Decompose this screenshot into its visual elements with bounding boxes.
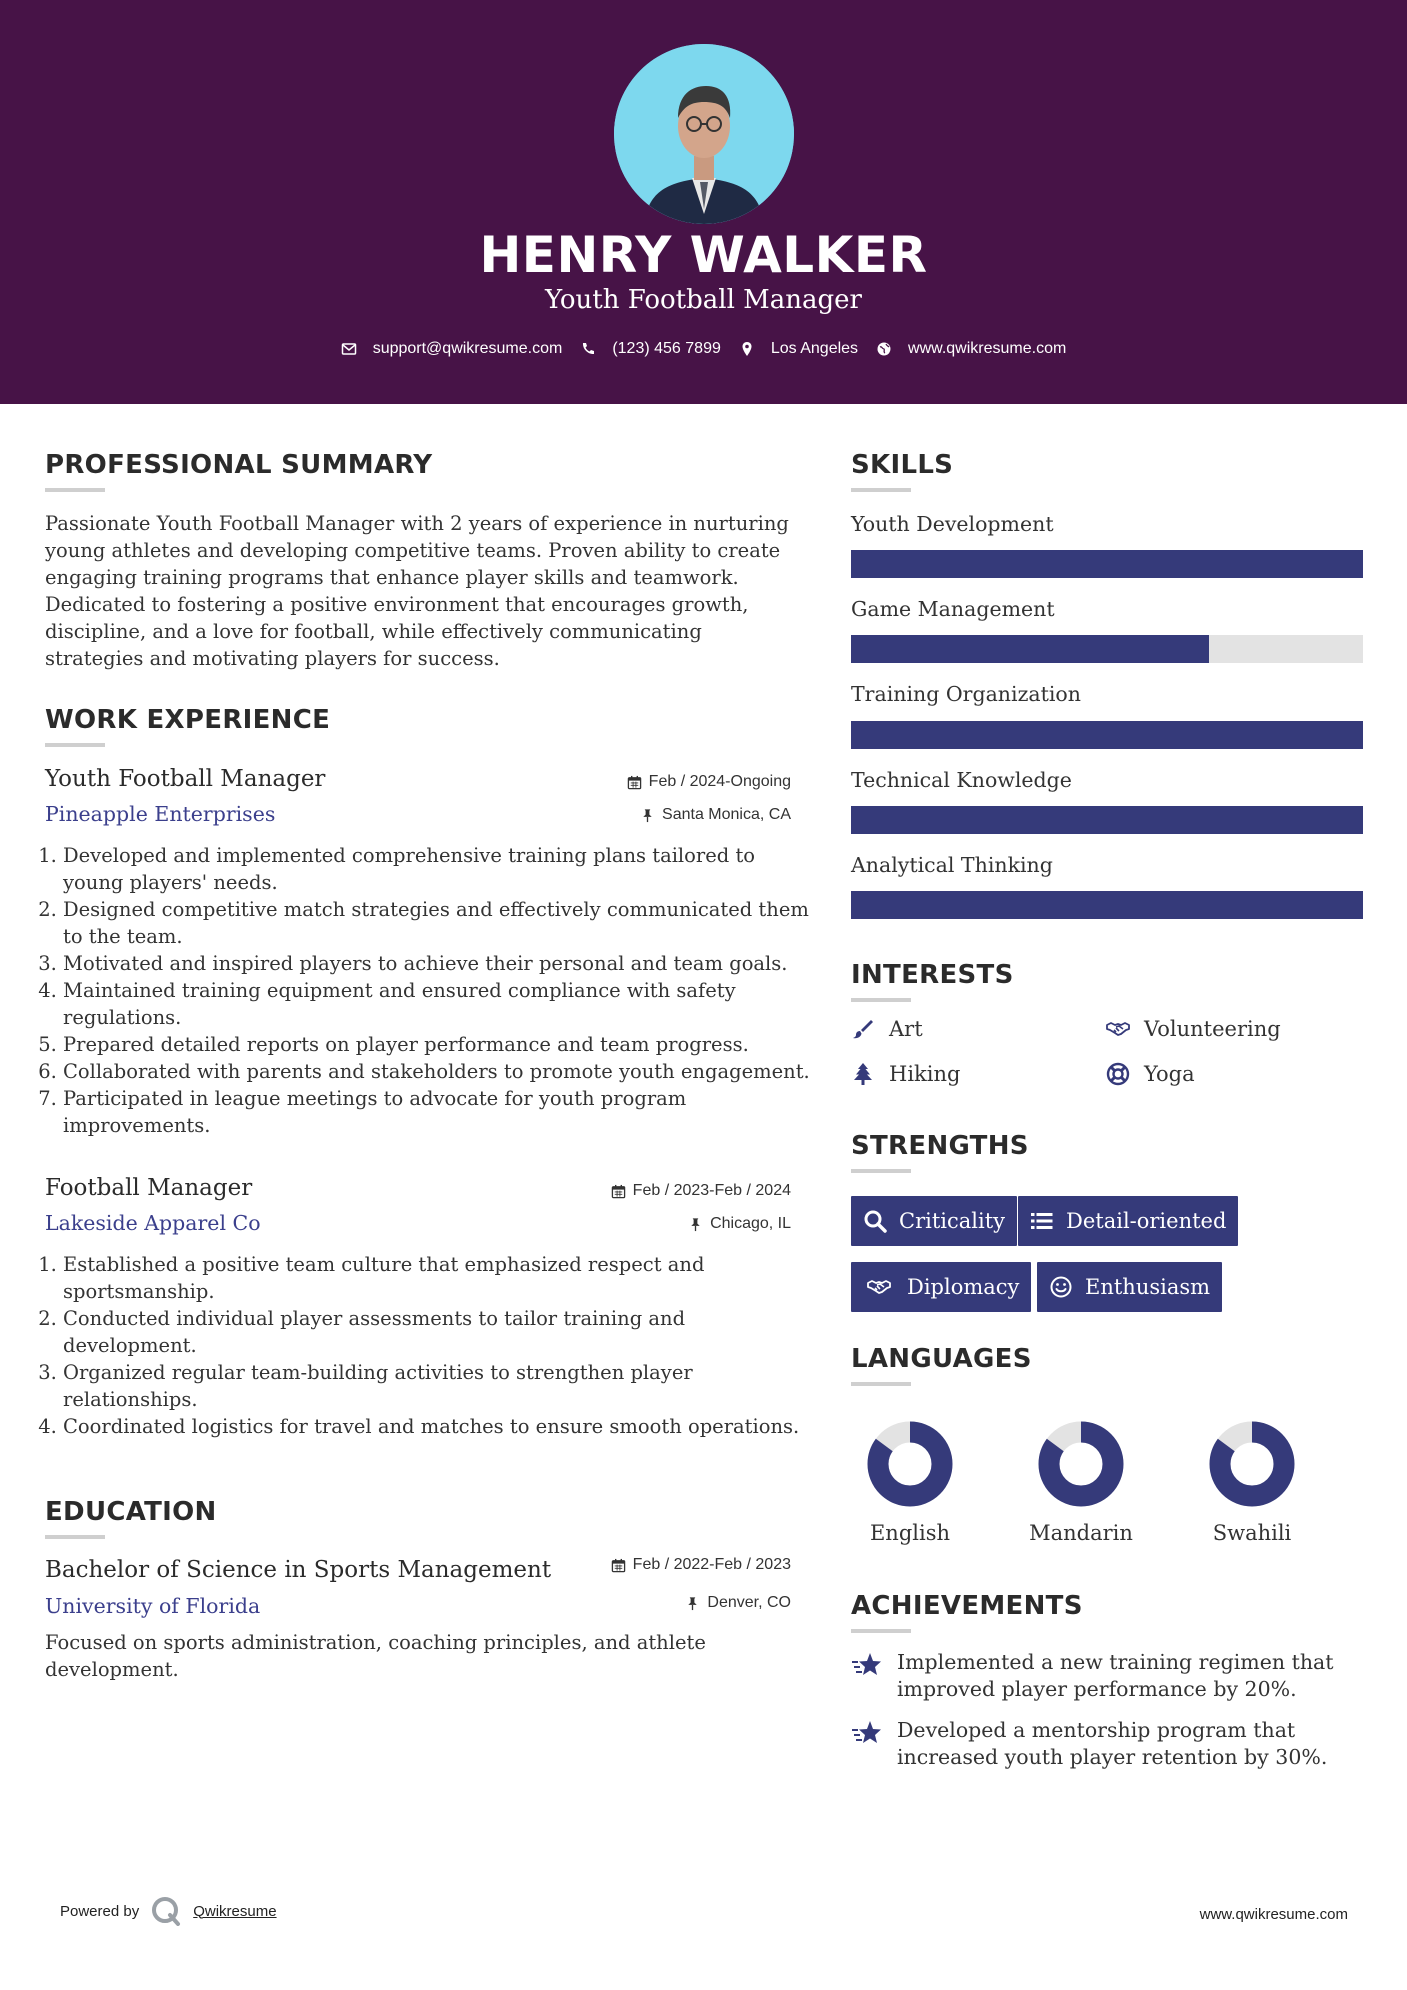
education-heading: EDUCATION [45, 1497, 217, 1527]
job-dates [627, 773, 791, 791]
star-icon [851, 1651, 883, 1679]
paintbrush-icon [851, 1017, 875, 1041]
skill-bar-fill [851, 635, 1209, 663]
skill-bar [851, 891, 1363, 919]
education-dates-text: Feb / 2022-Feb / 2023 [632, 1556, 791, 1573]
pushpin-icon [640, 808, 655, 823]
skill-label: Youth Development [851, 512, 1054, 536]
skill-bar [851, 550, 1363, 578]
company-name: Lakeside Apparel Co [45, 1211, 261, 1235]
degree-title: Bachelor of Science in Sports Management [45, 1557, 552, 1583]
pushpin-icon [685, 1596, 700, 1611]
list-item: 2. Designed competitive match strategies and effectively communicated them to the team. [63, 896, 815, 950]
education-location [685, 1594, 791, 1612]
language-item [1177, 1421, 1327, 1545]
achievement-item [851, 1649, 1371, 1703]
globe-icon [876, 341, 892, 357]
strength-tag [1037, 1262, 1222, 1312]
section-divider [851, 488, 911, 492]
tree-icon [851, 1062, 875, 1086]
interest-item-hiking [851, 1062, 960, 1086]
experience-heading: WORK EXPERIENCE [45, 705, 331, 735]
phone-text: (123) 456 7899 [612, 340, 721, 357]
job-location [640, 806, 791, 824]
section-divider [851, 1169, 911, 1173]
map-pin-icon [739, 341, 755, 357]
job-location-text: Santa Monica, CA [662, 806, 791, 823]
skill-bar-fill [851, 891, 1363, 919]
language-donut [1209, 1421, 1295, 1507]
candidate-name: HENRY WALKER [479, 226, 928, 284]
job-dates [611, 1182, 791, 1200]
education-description: Focused on sports administration, coaching principles, and athlete development. [45, 1631, 706, 1681]
strength-label: Diplomacy [907, 1275, 1020, 1299]
lifering-icon [1106, 1062, 1130, 1086]
email-text: support@qwikresume.com [372, 340, 563, 357]
calendar-icon [611, 1558, 626, 1573]
interest-item-volunteering [1106, 1017, 1281, 1041]
languages-heading: LANGUAGES [851, 1344, 1032, 1374]
contact-bar [0, 336, 1407, 362]
list-item: 2. Conducted individual player assessments to tailor training and development. [63, 1305, 815, 1359]
job-dates-text: Feb / 2024-Ongoing [648, 773, 791, 790]
phone-icon [580, 341, 596, 357]
skill-bar-fill [851, 550, 1363, 578]
skill-bar [851, 721, 1363, 749]
school-name: University of Florida [45, 1594, 261, 1618]
achievement-text: Developed a mentorship program that increased youth player retention by 30%. [897, 1718, 1328, 1769]
strength-label: Criticality [899, 1209, 1005, 1233]
summary-heading: PROFESSIONAL SUMMARY [45, 450, 433, 480]
language-label: Swahili [1212, 1521, 1292, 1545]
calendar-icon [627, 775, 642, 790]
skills-heading: SKILLS [851, 450, 954, 480]
pushpin-icon [688, 1217, 703, 1232]
list-item: 5. Prepared detailed reports on player performance and team progress. [63, 1031, 815, 1058]
handshake-icon [1106, 1017, 1130, 1041]
job-location-text: Chicago, IL [710, 1215, 791, 1232]
language-label: English [869, 1521, 951, 1545]
strength-tag [851, 1196, 1017, 1246]
calendar-icon [611, 1184, 626, 1199]
search-icon [863, 1209, 887, 1233]
language-donut [867, 1421, 953, 1507]
summary-text: Passionate Youth Football Manager with 2 years of experience in nurturing young athletes and developing competitive teams. Proven ability to create engaging training programs that enhance player skills and teamwork. Dedicated to fostering a positive environment that encourages growth, discipline, and a love for football, while effectively communicating strategies and motivating players for success. [45, 512, 789, 670]
skill-label: Game Management [851, 597, 1055, 621]
smile-icon [1049, 1275, 1073, 1299]
list-item: 4. Maintained training equipment and ensured compliance with safety regulations. [63, 977, 815, 1031]
list-item: 3. Organized regular team-building activities to strengthen player relationships. [63, 1359, 815, 1413]
language-label: Mandarin [1029, 1521, 1133, 1545]
contact-phone[interactable] [580, 340, 721, 358]
job-duties-list [45, 1251, 815, 1440]
website-text: www.qwikresume.com [908, 340, 1067, 357]
education-location-text: Denver, CO [707, 1594, 791, 1611]
skill-label: Analytical Thinking [851, 853, 1053, 877]
strength-tag [1018, 1196, 1238, 1246]
section-divider [45, 743, 105, 747]
skill-bar-fill [851, 721, 1363, 749]
list-item: 1. Developed and implemented comprehensive training plans tailored to young players' needs. [63, 842, 815, 896]
envelope-icon [341, 341, 357, 357]
list-item: 3. Motivated and inspired players to achieve their personal and team goals. [63, 950, 815, 977]
strengths-heading: STRENGTHS [851, 1131, 1029, 1161]
section-divider [45, 488, 105, 492]
footer-powered-by [60, 1896, 277, 1926]
language-item [1006, 1421, 1156, 1545]
contact-location [739, 340, 858, 358]
skill-bar [851, 806, 1363, 834]
list-item: 6. Collaborated with parents and stakeholders to promote youth engagement. [63, 1058, 815, 1085]
interests-heading: INTERESTS [851, 960, 1014, 990]
company-name: Pineapple Enterprises [45, 802, 276, 826]
job-title: Football Manager [45, 1175, 253, 1201]
star-icon [851, 1719, 883, 1747]
section-divider [851, 1629, 911, 1633]
strength-tag [851, 1262, 1031, 1312]
job-title: Youth Football Manager [45, 766, 326, 792]
footer-website[interactable]: www.qwikresume.com [1199, 1906, 1348, 1923]
resume-header [0, 0, 1407, 404]
achievements-heading: ACHIEVEMENTS [851, 1591, 1083, 1621]
job-dates-text: Feb / 2023-Feb / 2024 [632, 1182, 791, 1199]
skill-bar-fill [851, 806, 1363, 834]
interest-label: Volunteering [1144, 1017, 1281, 1041]
qwikresume-logo-icon [151, 1896, 181, 1926]
interest-item-yoga [1106, 1062, 1195, 1086]
section-divider [851, 1382, 911, 1386]
skill-label: Technical Knowledge [851, 768, 1072, 792]
interest-label: Yoga [1144, 1062, 1195, 1086]
skill-label: Training Organization [851, 682, 1081, 706]
job-duties-list [45, 842, 815, 1139]
list-item: 4. Coordinated logistics for travel and matches to ensure smooth operations. [63, 1413, 815, 1440]
handshake-icon [863, 1275, 895, 1299]
language-item [835, 1421, 985, 1545]
location-text: Los Angeles [770, 340, 859, 357]
achievement-text: Implemented a new training regimen that improved player performance by 20%. [897, 1650, 1334, 1701]
achievement-item [851, 1717, 1371, 1771]
interest-label: Hiking [889, 1062, 961, 1086]
interest-item-art [851, 1017, 923, 1041]
strength-label: Enthusiasm [1085, 1275, 1211, 1299]
job-location [688, 1215, 791, 1233]
section-divider [851, 998, 911, 1002]
brand-link[interactable]: Qwikresume [193, 1902, 277, 1920]
contact-website[interactable] [876, 340, 1066, 358]
skill-bar [851, 635, 1363, 663]
section-divider [45, 1535, 105, 1539]
list-item: 7. Participated in league meetings to advocate for youth program improvements. [63, 1085, 815, 1139]
contact-email[interactable] [341, 340, 563, 358]
education-dates [611, 1556, 791, 1574]
list-item: 1. Established a positive team culture that emphasized respect and sportsmanship. [63, 1251, 815, 1305]
candidate-title: Youth Football Manager [544, 285, 862, 315]
interest-label: Art [889, 1017, 923, 1041]
language-donut [1038, 1421, 1124, 1507]
powered-by-text: Powered by [60, 1902, 140, 1920]
list-icon [1030, 1209, 1054, 1233]
strength-label: Detail-oriented [1066, 1209, 1227, 1233]
profile-photo [614, 44, 794, 224]
